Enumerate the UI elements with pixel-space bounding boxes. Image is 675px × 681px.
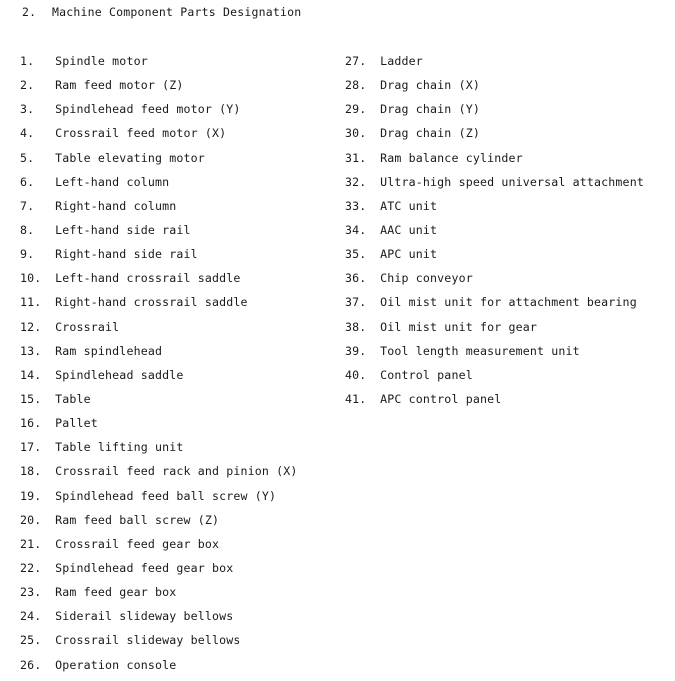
part-label: Ram balance cylinder	[380, 150, 523, 165]
part-item	[20, 584, 340, 608]
part-item	[20, 512, 340, 536]
part-item	[345, 101, 670, 125]
part-item	[20, 488, 340, 512]
part-item	[20, 222, 340, 246]
part-number: 17.	[20, 440, 42, 455]
part-item	[345, 222, 670, 246]
part-number: 28.	[345, 78, 367, 93]
part-label: Ram feed motor (Z)	[55, 78, 184, 93]
part-number: 29.	[345, 102, 367, 117]
part-item	[345, 198, 670, 222]
part-label: Drag chain (X)	[380, 78, 480, 93]
part-item	[20, 657, 340, 681]
part-label: Chip conveyor	[380, 271, 473, 286]
part-label: Ultra-high speed universal attachment	[380, 174, 644, 189]
part-number: 30.	[345, 126, 367, 141]
part-number: 16.	[20, 416, 42, 431]
part-label: Operation console	[55, 657, 177, 672]
part-label: Right-hand column	[55, 198, 177, 213]
part-item	[20, 101, 340, 125]
part-item	[345, 174, 670, 198]
part-number: 14.	[20, 367, 42, 382]
part-number: 6.	[20, 174, 35, 189]
part-item	[20, 343, 340, 367]
part-label: Oil mist unit for attachment bearing	[380, 295, 637, 310]
part-label: Left-hand crossrail saddle	[55, 271, 241, 286]
part-item	[345, 294, 670, 318]
part-number: 11.	[20, 295, 42, 310]
part-label: Ram spindlehead	[55, 343, 163, 358]
part-label: APC control panel	[380, 391, 502, 406]
part-item	[345, 319, 670, 343]
part-item	[20, 439, 340, 463]
part-label: Table lifting unit	[55, 440, 184, 455]
part-number: 1.	[20, 54, 35, 68]
part-label: Crossrail feed rack and pinion (X)	[55, 464, 298, 479]
part-item	[345, 367, 670, 391]
part-number: 5.	[20, 150, 35, 165]
part-item	[20, 294, 340, 318]
part-label: Ram feed gear box	[55, 585, 177, 600]
part-label: Crossrail	[55, 319, 120, 334]
part-label: Crossrail feed motor (X)	[55, 126, 227, 141]
part-number: 8.	[20, 222, 35, 237]
part-label: Siderail slideway bellows	[55, 609, 234, 624]
parts-list-right	[345, 53, 670, 415]
part-number: 39.	[345, 343, 367, 358]
part-item	[20, 319, 340, 343]
part-number: 37.	[345, 295, 367, 310]
part-number: 26.	[20, 657, 42, 672]
parts-list-left	[20, 53, 340, 681]
part-number: 27.	[345, 54, 367, 68]
part-number: 34.	[345, 222, 367, 237]
part-item	[20, 198, 340, 222]
part-label: Spindlehead saddle	[55, 367, 184, 382]
part-number: 3.	[20, 102, 35, 117]
part-item	[20, 560, 340, 584]
part-label: Tool length measurement unit	[380, 343, 580, 358]
part-number: 4.	[20, 126, 35, 141]
part-label: AAC unit	[380, 222, 438, 237]
part-label: Right-hand side rail	[55, 247, 198, 262]
part-item	[20, 174, 340, 198]
part-label: Left-hand column	[55, 174, 170, 189]
part-item	[20, 415, 340, 439]
part-item	[345, 391, 670, 415]
part-label: Spindlehead feed motor (Y)	[55, 102, 241, 117]
part-item	[345, 125, 670, 149]
section-heading	[22, 5, 301, 19]
part-number: 12.	[20, 319, 42, 334]
part-item	[345, 270, 670, 294]
part-label: ATC unit	[380, 198, 438, 213]
part-item	[20, 391, 340, 415]
part-number: 33.	[345, 198, 367, 213]
part-item	[20, 246, 340, 270]
part-label: Spindlehead feed ball screw (Y)	[55, 488, 277, 503]
part-label: Spindlehead feed gear box	[55, 560, 234, 575]
section-title: Machine Component Parts Designation	[52, 5, 302, 19]
part-number: 40.	[345, 367, 367, 382]
part-number: 22.	[20, 560, 42, 575]
part-label: Left-hand side rail	[55, 222, 191, 237]
part-number: 35.	[345, 247, 367, 262]
part-item	[345, 343, 670, 367]
part-item	[20, 608, 340, 632]
part-item	[345, 77, 670, 101]
part-item	[345, 150, 670, 174]
part-number: 41.	[345, 391, 367, 406]
part-number: 9.	[20, 247, 35, 262]
part-label: Spindle motor	[55, 54, 148, 68]
part-number: 31.	[345, 150, 367, 165]
part-number: 10.	[20, 271, 42, 286]
part-number: 20.	[20, 512, 42, 527]
part-number: 24.	[20, 609, 42, 624]
part-number: 2.	[20, 78, 35, 93]
part-item	[20, 77, 340, 101]
part-number: 32.	[345, 174, 367, 189]
part-label: Drag chain (Y)	[380, 102, 480, 117]
part-label: Oil mist unit for gear	[380, 319, 538, 334]
part-number: 18.	[20, 464, 42, 479]
part-number: 21.	[20, 536, 42, 551]
part-number: 15.	[20, 391, 42, 406]
part-item	[20, 270, 340, 294]
part-label: Control panel	[380, 367, 473, 382]
part-label: Drag chain (Z)	[380, 126, 480, 141]
part-label: Crossrail slideway bellows	[55, 633, 241, 648]
part-item	[20, 536, 340, 560]
part-number: 23.	[20, 585, 42, 600]
part-item	[345, 246, 670, 270]
part-item	[20, 150, 340, 174]
part-item	[20, 463, 340, 487]
part-label: Ram feed ball screw (Z)	[55, 512, 220, 527]
part-item	[345, 53, 670, 77]
part-label: Right-hand crossrail saddle	[55, 295, 248, 310]
part-number: 13.	[20, 343, 42, 358]
part-item	[20, 53, 340, 77]
part-label: Pallet	[55, 416, 98, 431]
section-number: 2.	[22, 5, 37, 19]
part-number: 36.	[345, 271, 367, 286]
part-item	[20, 632, 340, 656]
part-label: Crossrail feed gear box	[55, 536, 220, 551]
part-number: 7.	[20, 198, 35, 213]
part-label: Table	[55, 391, 91, 406]
part-label: Table elevating motor	[55, 150, 205, 165]
part-number: 19.	[20, 488, 42, 503]
part-number: 25.	[20, 633, 42, 648]
part-label: Ladder	[380, 54, 423, 68]
part-number: 38.	[345, 319, 367, 334]
part-item	[20, 367, 340, 391]
part-item	[20, 125, 340, 149]
part-label: APC unit	[380, 247, 438, 262]
